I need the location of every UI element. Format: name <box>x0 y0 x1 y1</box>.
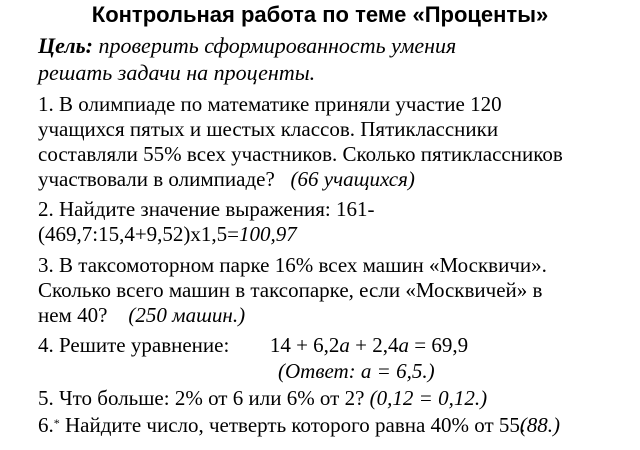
goal-label: Цель: <box>38 33 93 58</box>
task-5-text: 5. Что больше: 2% от 6 или 6% от 2? <box>38 386 365 410</box>
task-2-line-1: 2. Найдите значение выражения: 161- <box>38 197 375 221</box>
task-3-answer: (250 машин.) <box>128 303 246 327</box>
task-1-line-3: составляли 55% всех участников. Сколько пятиклассников <box>38 142 563 166</box>
task-2-expression: (469,7:15,4+9,52)х1,5= <box>38 222 240 246</box>
task-6-line-1 <box>38 413 600 437</box>
task-6-answer: (88.) <box>519 413 560 437</box>
task-1-line-1: 1. В олимпиаде по математике приняли участие 120 <box>38 92 502 116</box>
goal-line-1 <box>38 34 456 58</box>
task-4-variable-a-1: a <box>339 333 350 357</box>
task-4-equation-part-3: = 69,9 <box>409 333 469 357</box>
task-3-line-1: 3. В таксомоторном парке 16% всех машин «Москвичи». <box>38 253 547 277</box>
task-6-number: 6. <box>38 413 54 437</box>
task-4-line-1 <box>38 333 468 357</box>
task-4-prompt: 4. Решите уравнение: <box>38 333 230 357</box>
task-4-answer: (Ответ: а = 6,5.) <box>278 359 435 383</box>
task-1-text-4: участвовали в олимпиаде? <box>38 167 275 191</box>
task-4-variable-a-2: a <box>398 333 409 357</box>
task-3-text-3: нем 40? <box>38 303 108 327</box>
task-3-line-3 <box>38 303 245 327</box>
task-6-star-marker: * <box>53 416 60 430</box>
task-2-answer: 100,97 <box>239 222 297 246</box>
goal-text-1: проверить сформированность умения <box>98 33 457 58</box>
task-1-answer: (66 учащихся) <box>290 167 415 191</box>
task-3-line-2: Сколько всего машин в таксопарке, если «Москвичей» в <box>38 278 543 302</box>
task-4-equation-part-2: + 2,4 <box>349 333 399 357</box>
task-5-answer: (0,12 = 0,12.) <box>369 386 488 410</box>
task-2-line-2 <box>38 222 297 246</box>
task-6-text: Найдите число, четверть которого равна 40% от 55. <box>65 413 526 437</box>
task-1-line-2: учащихся пятых и шестых классов. Пятиклассники <box>38 117 499 141</box>
task-1-line-4 <box>38 167 415 191</box>
goal-text-2: решать задачи на проценты. <box>38 60 316 85</box>
task-4-equation-part-1: 14 + 6,2 <box>269 333 340 357</box>
page-title: Контрольная работа по теме «Проценты» <box>91 2 549 27</box>
task-5-line-1 <box>38 386 487 410</box>
